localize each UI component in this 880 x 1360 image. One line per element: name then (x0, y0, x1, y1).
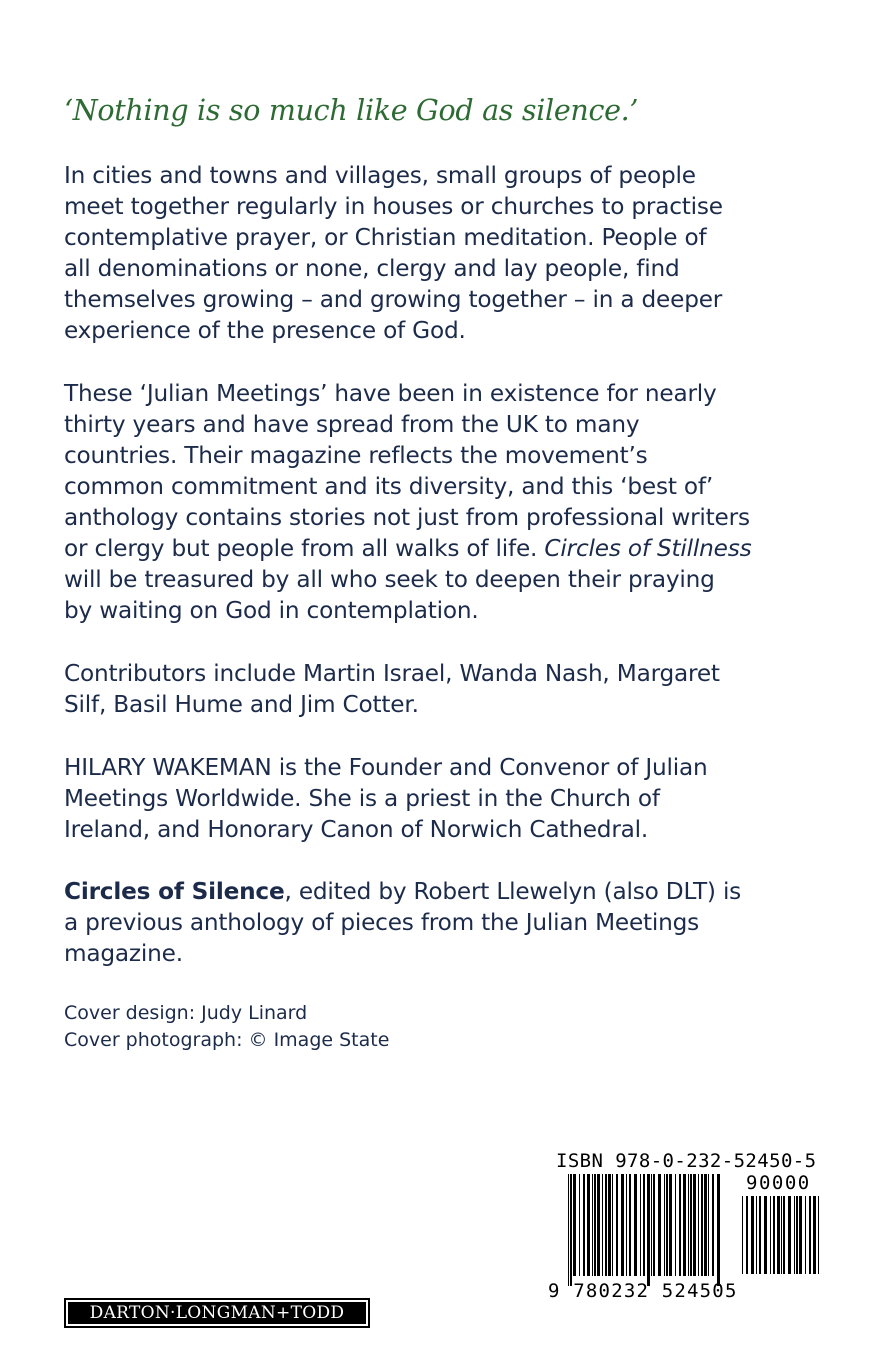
barcode-bar (658, 1174, 661, 1276)
paragraph-editor-bio (64, 752, 834, 845)
barcode-bar (759, 1196, 761, 1274)
barcode-bar (788, 1196, 791, 1274)
isbn-label: ISBN 978-0-232-52450-5 (556, 1150, 817, 1172)
barcode-bar (675, 1174, 676, 1276)
barcode-bar (653, 1174, 655, 1276)
text-line: experience of the presence of God. (64, 317, 466, 344)
barcode-bar (570, 1174, 572, 1286)
text-line (64, 533, 834, 564)
barcode-bar (717, 1174, 720, 1286)
barcode-bar (647, 1174, 650, 1286)
barcode-bar (629, 1174, 631, 1276)
text-line: all denominations or none, clergy and lay people, find (64, 255, 680, 282)
text-line: In cities and towns and villages, small groups of people (64, 162, 696, 189)
text-line: a previous anthology of pieces from the Julian Meetings (64, 909, 700, 936)
barcode-bar (809, 1196, 811, 1274)
text-line: by waiting on God in contemplation. (64, 597, 479, 624)
text-line: contemplative prayer, or Christian meditation. People of (64, 224, 707, 251)
text-line: Contributors include Martin Israel, Wanda Nash, Margaret (64, 660, 720, 687)
barcode-bar (794, 1196, 795, 1274)
barcode-bar (813, 1196, 816, 1274)
barcode-addon-number: 90000 (746, 1172, 811, 1194)
barcode-bar (818, 1196, 819, 1274)
barcode-bar (666, 1174, 668, 1276)
publisher-logo (64, 1298, 370, 1328)
text-line: countries. Their magazine reflects the movement’s (64, 442, 648, 469)
text-line: HILARY WAKEMAN is the Founder and Convenor of Julian (64, 754, 708, 781)
barcode-block (548, 1150, 828, 1310)
text-line: will be treasured by all who seek to deepen their praying (64, 566, 715, 593)
paragraph-julian-meetings (64, 378, 834, 626)
barcode-number: 9 780232 524505 (548, 1280, 738, 1302)
barcode-addon-icon (742, 1196, 822, 1284)
barcode-bar (690, 1174, 692, 1276)
barcode-bar (693, 1174, 696, 1276)
barcode-bar (621, 1174, 624, 1276)
barcode-bar (770, 1196, 771, 1274)
barcode-bar (796, 1196, 798, 1274)
barcode-bar (605, 1174, 607, 1276)
barcode-bar (704, 1174, 707, 1276)
barcode-bar (626, 1174, 627, 1276)
barcode-bar (746, 1196, 748, 1274)
text-line: themselves growing – and growing together – in a deeper (64, 286, 723, 313)
barcode-bar (679, 1174, 681, 1276)
barcode-bar (708, 1174, 709, 1276)
paragraph-previous-anthology (64, 876, 834, 969)
barcode-bar (594, 1174, 596, 1276)
barcode-bar (764, 1196, 767, 1274)
barcode-bar (773, 1196, 775, 1274)
barcode-bar (712, 1174, 714, 1276)
barcode-bar (597, 1174, 600, 1276)
text-line: common commitment and its diversity, and this ‘best of’ (64, 473, 714, 500)
barcode-bar (664, 1174, 665, 1276)
barcode-bar (616, 1174, 618, 1276)
epigraph-quote: ‘Nothing is so much like God as silence.’ (64, 94, 639, 127)
book-title-italic: Circles of Stillness (544, 535, 752, 562)
barcode-bar (669, 1174, 672, 1276)
text-segment: or clergy but people from all walks of life. (64, 535, 545, 562)
text-line: Silf, Basil Hume and Jim Cotter. (64, 691, 419, 718)
barcode-bar (683, 1174, 686, 1276)
barcode-bar (651, 1174, 652, 1276)
barcode-bar (751, 1196, 754, 1274)
text-segment: , edited by Robert Llewelyn (also DLT) is (284, 878, 742, 905)
paragraph-contributors (64, 658, 834, 720)
text-line: Meetings Worldwide. She is a priest in the Church of (64, 785, 660, 812)
cover-photo-credit: Cover photograph: © Image State (64, 1029, 390, 1051)
barcode-bar (573, 1174, 576, 1276)
publisher-name: DARTON·LONGMAN+TODD (68, 1302, 366, 1324)
barcode-bar (688, 1174, 689, 1276)
barcode-bar (783, 1196, 785, 1274)
barcode-bar (777, 1196, 780, 1274)
text-line: Ireland, and Honorary Canon of Norwich Cathedral. (64, 816, 649, 843)
text-line: magazine. (64, 940, 183, 967)
cover-credits (64, 1000, 389, 1054)
barcode-bar (608, 1174, 611, 1276)
barcode-bar (805, 1196, 806, 1274)
cover-design-credit: Cover design: Judy Linard (64, 1002, 308, 1024)
barcode-bar (587, 1174, 590, 1276)
barcode-bar (756, 1196, 757, 1274)
paragraph-intro (64, 160, 834, 346)
text-line: thirty years and have spread from the UK to many (64, 411, 640, 438)
barcode-bar (742, 1196, 743, 1274)
barcode-bar (583, 1174, 585, 1276)
barcode-bar (781, 1196, 782, 1274)
barcode-bar (602, 1174, 603, 1276)
text-line (64, 876, 834, 907)
book-title-bold: Circles of Silence (64, 878, 285, 905)
barcode-bar (634, 1174, 637, 1276)
barcode-bar (640, 1174, 641, 1276)
barcode-bar (612, 1174, 613, 1276)
barcode-bar (701, 1174, 703, 1276)
barcode-bar (568, 1174, 569, 1286)
barcode-bar (799, 1196, 802, 1274)
barcode-bar (698, 1174, 699, 1276)
barcode-bar (592, 1174, 593, 1276)
barcode-bar (643, 1174, 645, 1276)
barcode-bar (579, 1174, 580, 1276)
text-line: These ‘Julian Meetings’ have been in existence for nearly (64, 380, 717, 407)
barcode-icon (568, 1174, 724, 1286)
text-line: meet together regularly in houses or churches to practise (64, 193, 723, 220)
text-line: anthology contains stories not just from professional writers (64, 504, 750, 531)
